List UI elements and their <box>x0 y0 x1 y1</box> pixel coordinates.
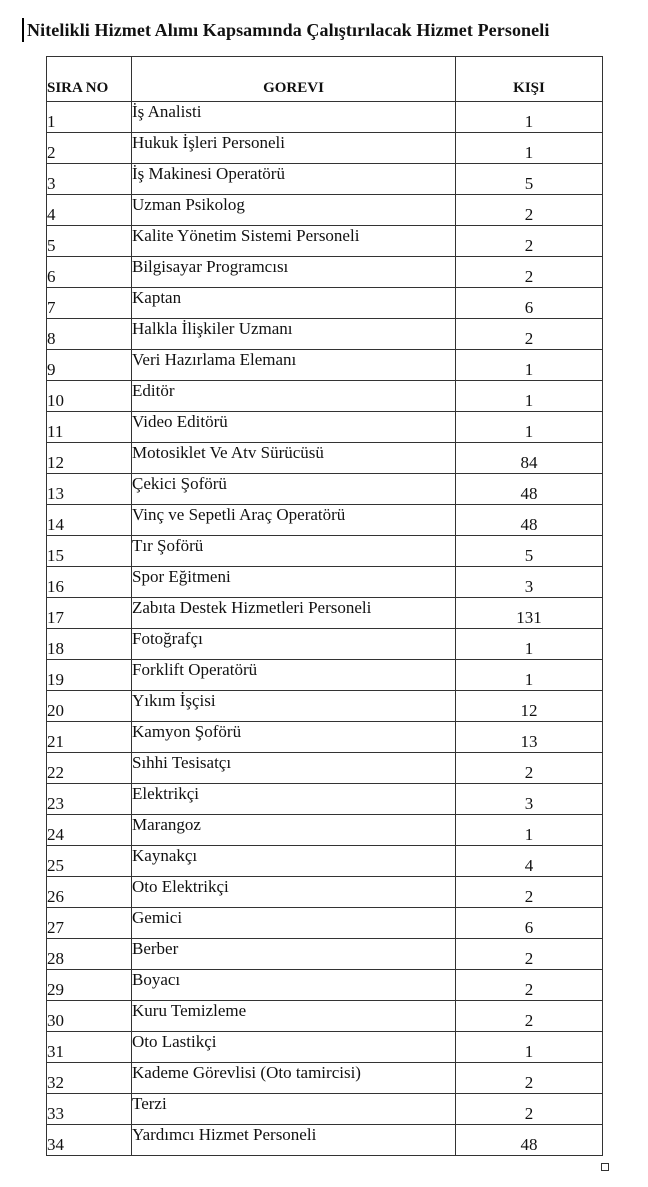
row-number-cell: 8 <box>47 319 132 350</box>
table-row <box>47 722 603 753</box>
row-number-cell: 2 <box>47 133 132 164</box>
count-cell: 1 <box>456 381 603 412</box>
count-cell: 1 <box>456 660 603 691</box>
table-row <box>47 939 603 970</box>
title-block <box>22 16 549 44</box>
document-title: Nitelikli Hizmet Alımı Kapsamında Çalıştırılacak Hizmet Personeli <box>27 19 550 40</box>
row-number-cell: 29 <box>47 970 132 1001</box>
role-cell: Kaynakçı <box>132 846 456 877</box>
row-number-cell: 33 <box>47 1094 132 1125</box>
row-number-cell: 20 <box>47 691 132 722</box>
header-gorevi: GOREVI <box>132 57 456 102</box>
count-cell: 1 <box>456 102 603 133</box>
role-cell: Veri Hazırlama Elemanı <box>132 350 456 381</box>
row-number-cell: 26 <box>47 877 132 908</box>
table-row <box>47 598 603 629</box>
table-end-marker <box>601 1163 609 1171</box>
count-cell: 2 <box>456 939 603 970</box>
role-cell: Kuru Temizleme <box>132 1001 456 1032</box>
table-row <box>47 1094 603 1125</box>
row-number-cell: 14 <box>47 505 132 536</box>
row-number-cell: 6 <box>47 257 132 288</box>
count-cell: 2 <box>456 257 603 288</box>
role-cell: Terzi <box>132 1094 456 1125</box>
row-number-cell: 7 <box>47 288 132 319</box>
row-number-cell: 12 <box>47 443 132 474</box>
role-cell: Gemici <box>132 908 456 939</box>
role-cell: İş Analisti <box>132 102 456 133</box>
row-number-cell: 18 <box>47 629 132 660</box>
table-row <box>47 846 603 877</box>
row-number-cell: 21 <box>47 722 132 753</box>
role-cell: Tır Şoförü <box>132 536 456 567</box>
role-cell: Vinç ve Sepetli Araç Operatörü <box>132 505 456 536</box>
table-row <box>47 412 603 443</box>
role-cell: Çekici Şoförü <box>132 474 456 505</box>
count-cell: 13 <box>456 722 603 753</box>
row-number-cell: 11 <box>47 412 132 443</box>
count-cell: 48 <box>456 474 603 505</box>
row-number-cell: 3 <box>47 164 132 195</box>
table-row <box>47 350 603 381</box>
table-row <box>47 164 603 195</box>
role-cell: Hukuk İşleri Personeli <box>132 133 456 164</box>
role-cell: Motosiklet Ve Atv Sürücüsü <box>132 443 456 474</box>
role-cell: Uzman Psikolog <box>132 195 456 226</box>
table-row <box>47 660 603 691</box>
role-cell: Kaptan <box>132 288 456 319</box>
row-number-cell: 34 <box>47 1125 132 1156</box>
role-cell: Marangoz <box>132 815 456 846</box>
row-number-cell: 13 <box>47 474 132 505</box>
row-number-cell: 31 <box>47 1032 132 1063</box>
role-cell: Video Editörü <box>132 412 456 443</box>
table-row <box>47 474 603 505</box>
role-cell: Forklift Operatörü <box>132 660 456 691</box>
row-number-cell: 1 <box>47 102 132 133</box>
row-number-cell: 30 <box>47 1001 132 1032</box>
table-row <box>47 815 603 846</box>
table-row <box>47 1032 603 1063</box>
count-cell: 1 <box>456 133 603 164</box>
table-row <box>47 288 603 319</box>
count-cell: 2 <box>456 195 603 226</box>
header-sira-no: SIRA NO <box>47 57 132 102</box>
count-cell: 2 <box>456 319 603 350</box>
row-number-cell: 9 <box>47 350 132 381</box>
role-cell: Boyacı <box>132 970 456 1001</box>
table-row <box>47 753 603 784</box>
row-number-cell: 17 <box>47 598 132 629</box>
role-cell: Kalite Yönetim Sistemi Personeli <box>132 226 456 257</box>
role-cell: Berber <box>132 939 456 970</box>
table-row <box>47 102 603 133</box>
count-cell: 2 <box>456 1063 603 1094</box>
role-cell: Elektrikçi <box>132 784 456 815</box>
count-cell: 1 <box>456 350 603 381</box>
row-number-cell: 4 <box>47 195 132 226</box>
count-cell: 1 <box>456 629 603 660</box>
role-cell: Kamyon Şoförü <box>132 722 456 753</box>
table-row <box>47 970 603 1001</box>
count-cell: 48 <box>456 1125 603 1156</box>
row-number-cell: 32 <box>47 1063 132 1094</box>
count-cell: 84 <box>456 443 603 474</box>
role-cell: Yardımcı Hizmet Personeli <box>132 1125 456 1156</box>
role-cell: Sıhhi Tesisatçı <box>132 753 456 784</box>
row-number-cell: 10 <box>47 381 132 412</box>
count-cell: 2 <box>456 753 603 784</box>
row-number-cell: 24 <box>47 815 132 846</box>
role-cell: Yıkım İşçisi <box>132 691 456 722</box>
row-number-cell: 22 <box>47 753 132 784</box>
row-number-cell: 23 <box>47 784 132 815</box>
table-row <box>47 226 603 257</box>
table-row <box>47 133 603 164</box>
count-cell: 12 <box>456 691 603 722</box>
count-cell: 1 <box>456 412 603 443</box>
table-row <box>47 536 603 567</box>
table-row <box>47 1125 603 1156</box>
table-row <box>47 629 603 660</box>
role-cell: Fotoğrafçı <box>132 629 456 660</box>
table-row <box>47 877 603 908</box>
count-cell: 6 <box>456 288 603 319</box>
role-cell: Kademe Görevlisi (Oto tamircisi) <box>132 1063 456 1094</box>
count-cell: 2 <box>456 1001 603 1032</box>
row-number-cell: 25 <box>47 846 132 877</box>
table-row <box>47 381 603 412</box>
table-row <box>47 319 603 350</box>
table-row <box>47 784 603 815</box>
table-row <box>47 567 603 598</box>
text-cursor <box>22 18 24 42</box>
row-number-cell: 19 <box>47 660 132 691</box>
row-number-cell: 15 <box>47 536 132 567</box>
row-number-cell: 5 <box>47 226 132 257</box>
role-cell: Spor Eğitmeni <box>132 567 456 598</box>
row-number-cell: 28 <box>47 939 132 970</box>
table-row <box>47 195 603 226</box>
role-cell: Oto Elektrikçi <box>132 877 456 908</box>
count-cell: 5 <box>456 164 603 195</box>
count-cell: 2 <box>456 877 603 908</box>
row-number-cell: 27 <box>47 908 132 939</box>
row-number-cell: 16 <box>47 567 132 598</box>
count-cell: 2 <box>456 226 603 257</box>
role-cell: Zabıta Destek Hizmetleri Personeli <box>132 598 456 629</box>
count-cell: 2 <box>456 1094 603 1125</box>
count-cell: 6 <box>456 908 603 939</box>
count-cell: 5 <box>456 536 603 567</box>
count-cell: 3 <box>456 567 603 598</box>
table-row <box>47 1063 603 1094</box>
header-kisi: KIŞI <box>456 57 603 102</box>
count-cell: 1 <box>456 1032 603 1063</box>
count-cell: 3 <box>456 784 603 815</box>
count-cell: 4 <box>456 846 603 877</box>
table-row <box>47 443 603 474</box>
table-row <box>47 505 603 536</box>
table-row <box>47 691 603 722</box>
count-cell: 48 <box>456 505 603 536</box>
count-cell: 1 <box>456 815 603 846</box>
role-cell: Bilgisayar Programcısı <box>132 257 456 288</box>
table-row <box>47 257 603 288</box>
role-cell: Oto Lastikçi <box>132 1032 456 1063</box>
table-row <box>47 1001 603 1032</box>
table-row <box>47 908 603 939</box>
count-cell: 2 <box>456 970 603 1001</box>
count-cell: 131 <box>456 598 603 629</box>
table-header-row <box>47 57 603 102</box>
role-cell: İş Makinesi Operatörü <box>132 164 456 195</box>
staff-table <box>46 56 603 1156</box>
role-cell: Editör <box>132 381 456 412</box>
role-cell: Halkla İlişkiler Uzmanı <box>132 319 456 350</box>
